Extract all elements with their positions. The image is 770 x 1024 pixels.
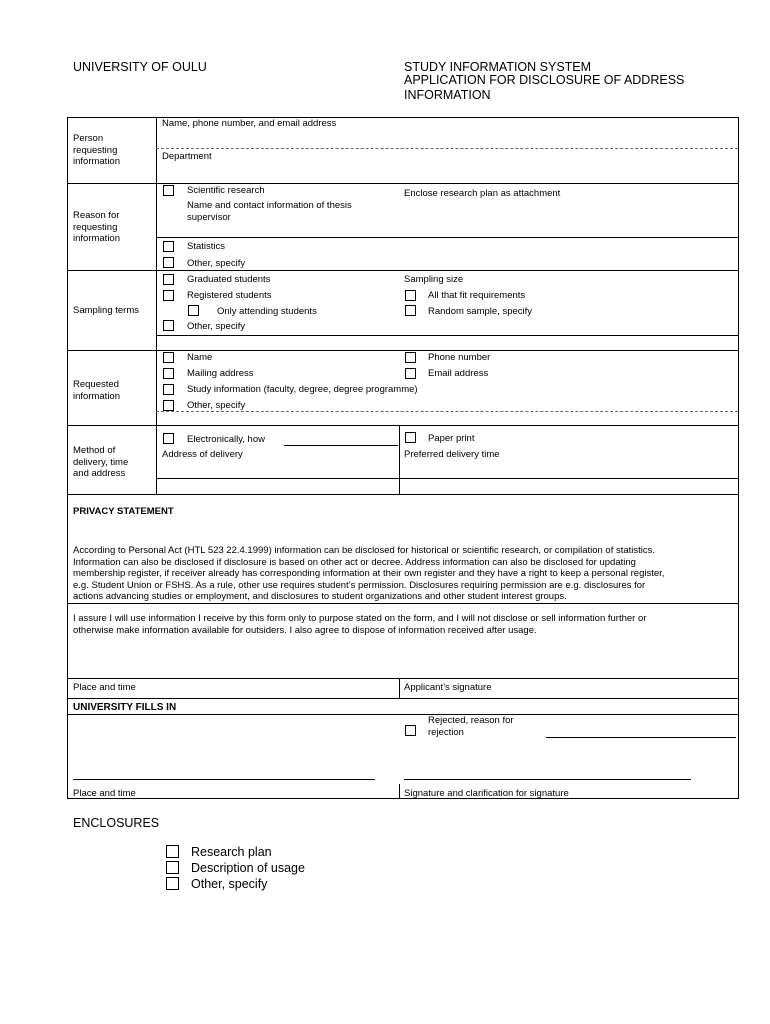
privacy-paragraph: According to Personal Act (HTL 523 22.4.1999) information can be disclosed for historical or scientific research, or compilation of statistics. Information can also be disclosed if disclosure is based on other act or decree. Address information can also be disclosed for updating membership register, if receiver already has corresponding information at their own register and they have a right to keep a personal register, e.g. Student Union or FSHS. As a rule, other use requires student’s permission. Disclosures requiring permission are e.g. disclosures for actions advancing studies or employment, and disclosures to student organizations and other student interest groups. bbox=[73, 545, 665, 602]
reason-other-label: Other, specify bbox=[187, 258, 246, 269]
only-attending-checkbox[interactable] bbox=[188, 305, 199, 316]
rejected-checkbox[interactable] bbox=[405, 725, 416, 736]
enclosure-other-checkbox[interactable] bbox=[166, 877, 179, 890]
scientific-research-label: Scientific research bbox=[187, 185, 265, 196]
enclosures-heading: ENCLOSURES bbox=[73, 816, 160, 830]
sampling-terms-label: Sampling terms bbox=[73, 305, 139, 316]
mailing-address-checkbox[interactable] bbox=[163, 368, 174, 379]
name-checkbox[interactable] bbox=[163, 352, 174, 363]
email-label: Email address bbox=[428, 368, 489, 379]
university-name: UNIVERSITY OF OULU bbox=[73, 60, 207, 74]
delivery-label: Method of delivery, time and address bbox=[73, 445, 129, 479]
university-fills-heading: UNIVERSITY FILLS IN bbox=[73, 702, 177, 713]
only-attending-label: Only attending students bbox=[217, 306, 317, 317]
random-sample-checkbox[interactable] bbox=[405, 305, 416, 316]
all-fit-checkbox[interactable] bbox=[405, 290, 416, 301]
email-checkbox[interactable] bbox=[405, 368, 416, 379]
sampling-size-label: Sampling size bbox=[404, 274, 464, 285]
department-field[interactable]: Department bbox=[162, 151, 212, 162]
enclose-plan-note: Enclose research plan as attachment bbox=[404, 188, 561, 199]
electronic-checkbox[interactable] bbox=[163, 433, 174, 444]
enclosure-other-label: Other, specify bbox=[191, 877, 268, 891]
name-label: Name bbox=[187, 352, 213, 363]
form-title-line1: APPLICATION FOR DISCLOSURE OF ADDRESS bbox=[404, 73, 685, 87]
study-info-checkbox[interactable] bbox=[163, 384, 174, 395]
reason-label: Reason for requesting information bbox=[73, 210, 120, 244]
registered-label: Registered students bbox=[187, 290, 272, 301]
registered-checkbox[interactable] bbox=[163, 290, 174, 301]
phone-label: Phone number bbox=[428, 352, 491, 363]
university-place-time-field[interactable] bbox=[73, 779, 375, 780]
rejection-reason-field[interactable] bbox=[546, 737, 736, 738]
address-of-delivery-label: Address of delivery bbox=[162, 449, 243, 460]
scientific-research-checkbox[interactable] bbox=[163, 185, 174, 196]
study-info-label: Study information (faculty, degree, degree programme) bbox=[187, 384, 418, 395]
delivery-time-label: Preferred delivery time bbox=[404, 449, 500, 460]
sampling-other-label: Other, specify bbox=[187, 321, 246, 332]
graduated-label: Graduated students bbox=[187, 274, 271, 285]
privacy-heading: PRIVACY STATEMENT bbox=[73, 506, 174, 517]
requested-other-checkbox[interactable] bbox=[163, 400, 174, 411]
reason-other-checkbox[interactable] bbox=[163, 257, 174, 268]
assurance-paragraph: I assure I will use information I receive by this form only to purpose stated on the form, and I will not disclose or sell information further or otherwise make information available for outsiders. I also agree to dispose of information received after usage. bbox=[73, 613, 647, 636]
statistics-label: Statistics bbox=[187, 241, 226, 252]
random-sample-label: Random sample, specify bbox=[428, 306, 533, 317]
applicant-place-time-label: Place and time bbox=[73, 682, 136, 693]
description-usage-label: Description of usage bbox=[191, 861, 305, 875]
all-fit-label: All that fit requirements bbox=[428, 290, 526, 301]
university-signature-label: Signature and clarification for signature bbox=[404, 788, 569, 799]
paper-print-label: Paper print bbox=[428, 433, 475, 444]
research-plan-checkbox[interactable] bbox=[166, 845, 179, 858]
name-phone-email-field[interactable]: Name, phone number, and email address bbox=[162, 118, 337, 129]
paper-print-checkbox[interactable] bbox=[405, 432, 416, 443]
phone-checkbox[interactable] bbox=[405, 352, 416, 363]
university-signature-field[interactable] bbox=[404, 779, 691, 780]
electronic-label: Electronically, how bbox=[187, 434, 265, 445]
graduated-checkbox[interactable] bbox=[163, 274, 174, 285]
sampling-other-checkbox[interactable] bbox=[163, 320, 174, 331]
research-plan-label: Research plan bbox=[191, 845, 272, 859]
thesis-supervisor-label: Name and contact information of thesis supervisor bbox=[187, 200, 352, 223]
university-place-time-label: Place and time bbox=[73, 788, 136, 799]
applicant-signature-label: Applicant’s signature bbox=[404, 682, 492, 693]
mailing-address-label: Mailing address bbox=[187, 368, 254, 379]
requested-other-label: Other, specify bbox=[187, 400, 246, 411]
requested-info-label: Requested information bbox=[73, 379, 120, 402]
person-label: Person requesting information bbox=[73, 133, 120, 167]
statistics-checkbox[interactable] bbox=[163, 241, 174, 252]
system-name: STUDY INFORMATION SYSTEM bbox=[404, 60, 592, 74]
description-usage-checkbox[interactable] bbox=[166, 861, 179, 874]
rejected-label: Rejected, reason for rejection bbox=[428, 715, 514, 738]
form-title-line2: INFORMATION bbox=[404, 88, 491, 102]
electronic-how-field[interactable] bbox=[284, 445, 398, 446]
